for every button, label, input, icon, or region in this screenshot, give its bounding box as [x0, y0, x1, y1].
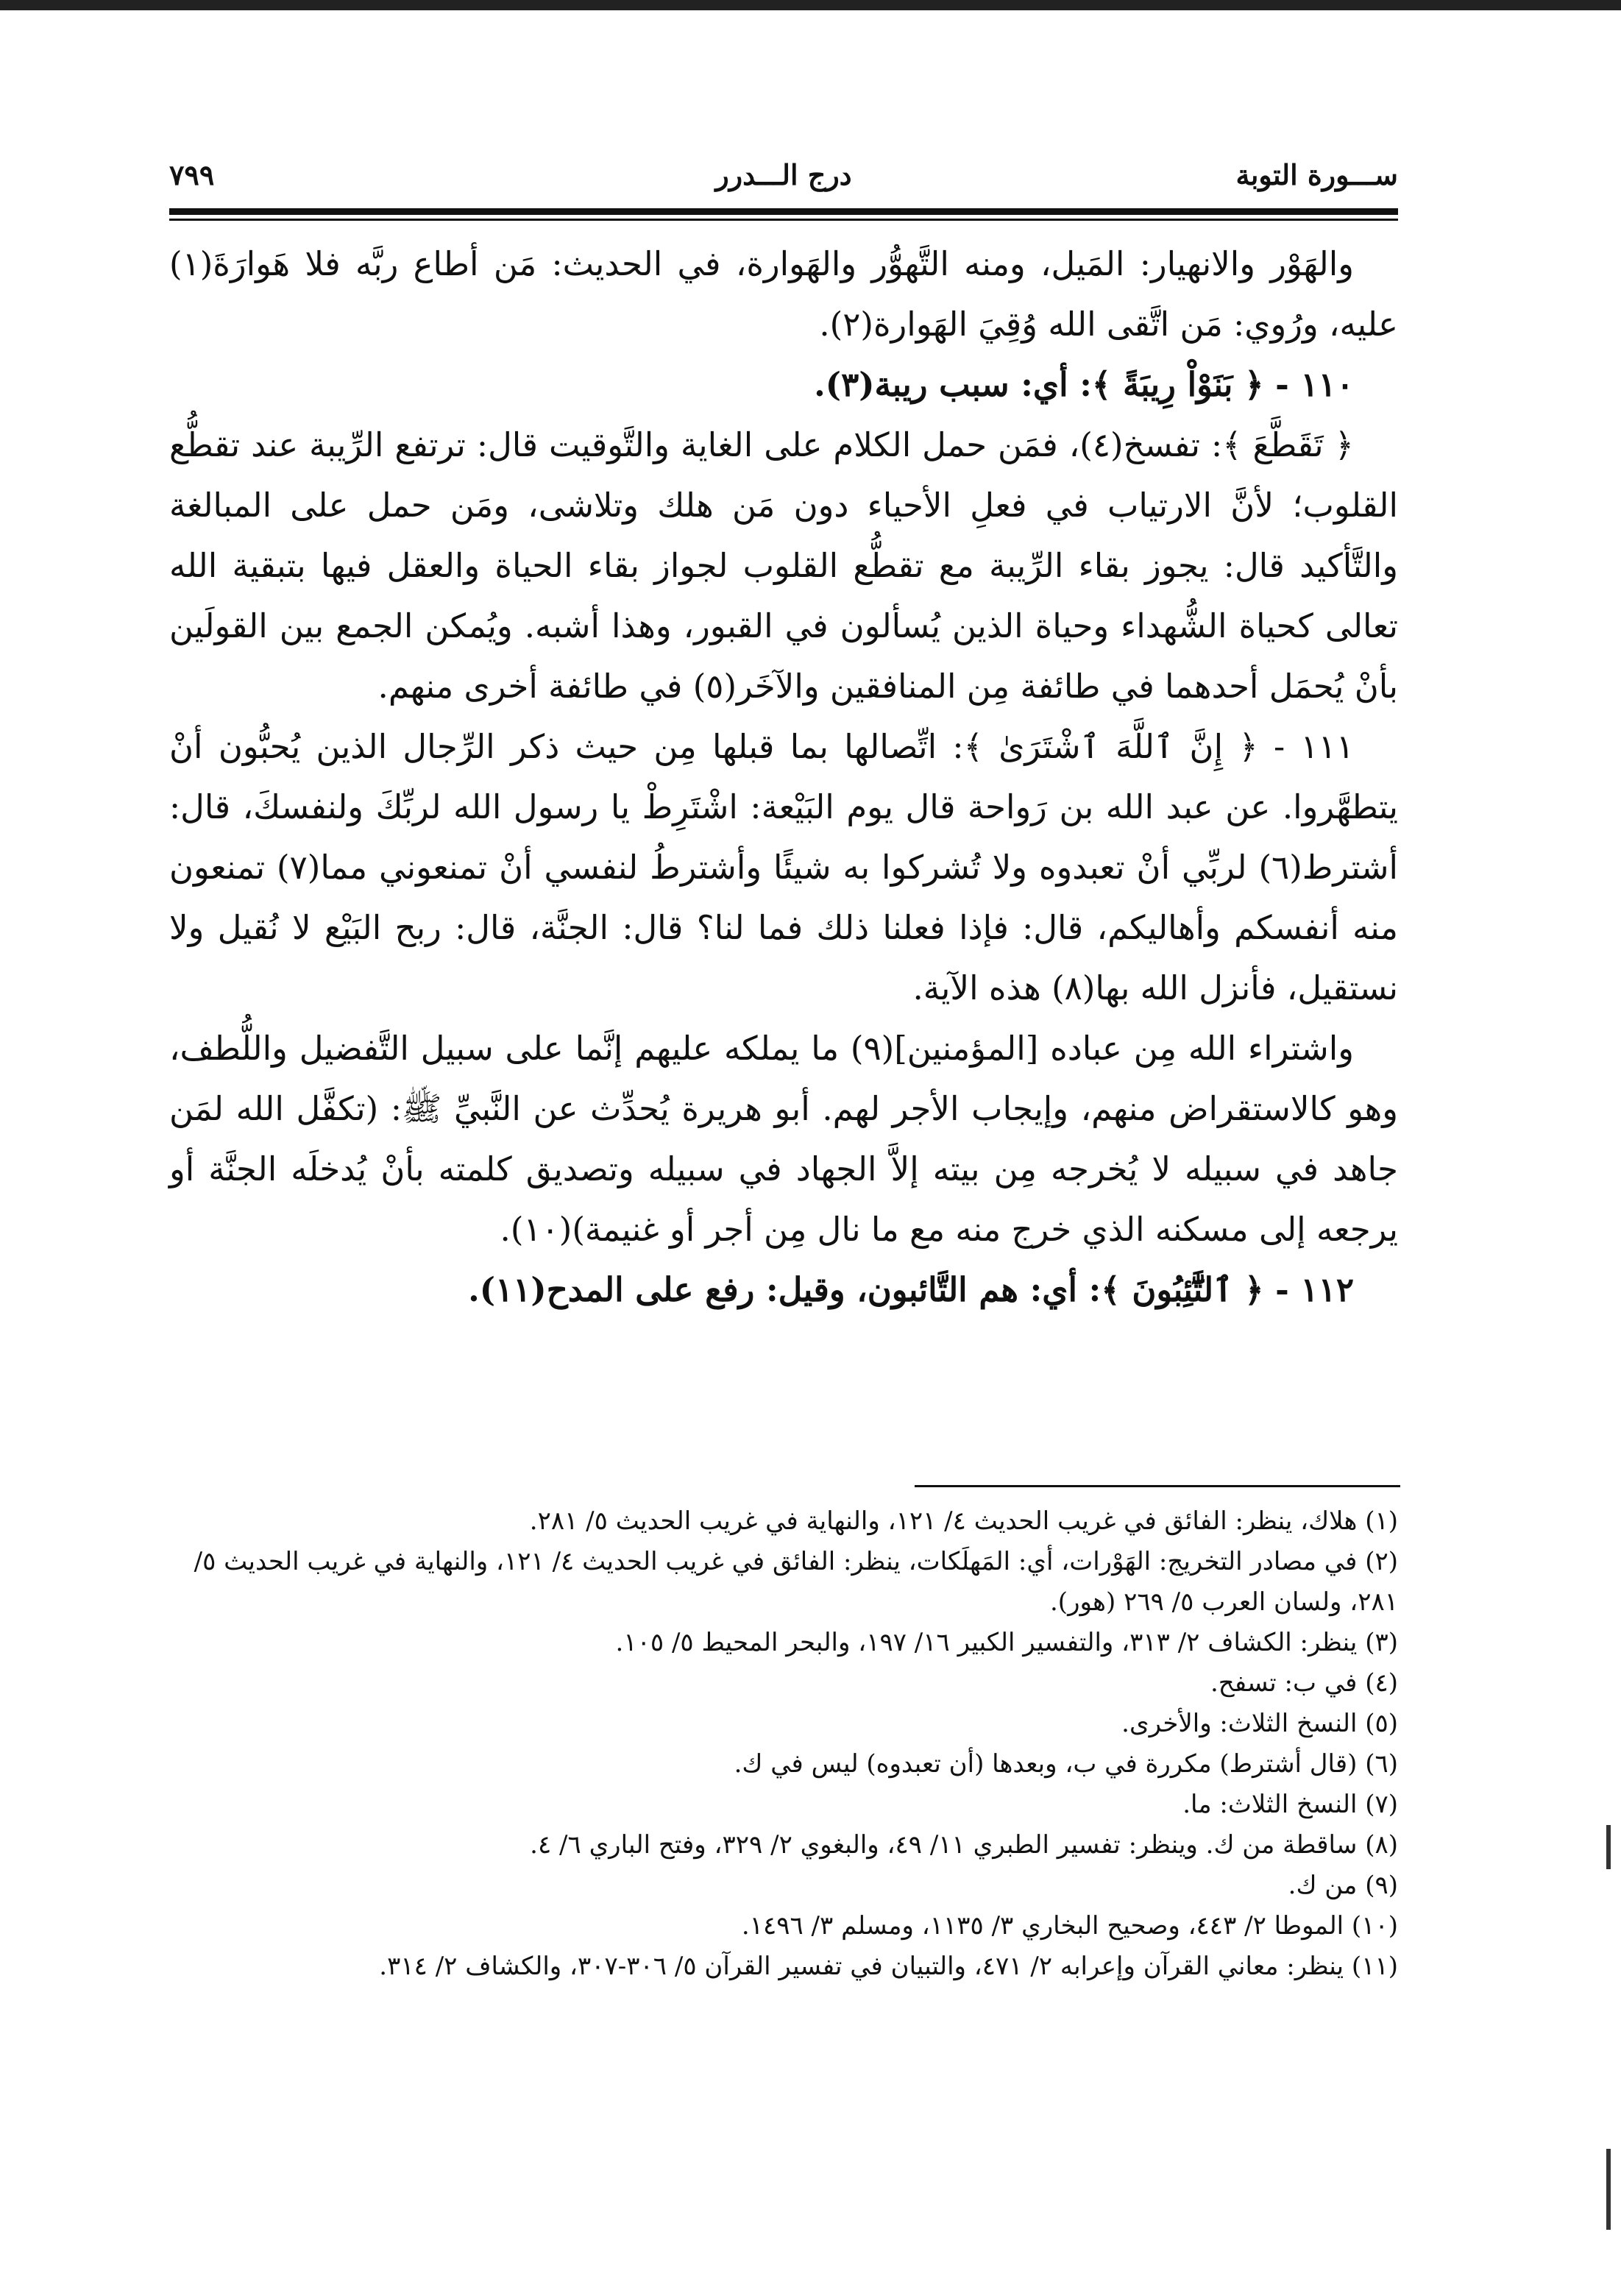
footnote: (٥) النسخ الثلاث: والأخرى.	[1121, 1709, 1398, 1738]
page-number: ٧٩٩	[169, 158, 215, 191]
footnote: (٨) ساقطة من ك. وينظر: تفسير الطبري ١١/ ٤٩، والبغوي ٢/ ٣٢٩، وفتح الباري ٦/ ٤.	[530, 1830, 1398, 1860]
paragraph: ١١١ - ﴿ إِنَّ ٱللَّهَ ٱشْتَرَىٰ ﴾: اتِّصالها بما قبلها مِن حيث ذكر الرِّجال الذين يُحبُّون أنْ يتطهَّروا. عن عبد الله بن رَواحة قال يوم البَيْعة: اشْتَرِطْ يا رسول الله لربِّكَ ولنفسكَ، قال: أشترط(٦) لربِّي أنْ تعبدوه ولا تُشركوا به شيئًا وأشترطُ لنفسي أنْ تمنعوني مما(٧) تمنعون منه أنفسكم وأهاليكم، قال: فإذا فعلنا ذلك فما لنا؟ قال: الجنَّة، قال: ربح البَيْع لا نُقيل ولا نستقيل، فأنزل الله بها(٨) هذه الآية.	[169, 727, 1399, 1007]
footnote: (١٠) الموطا ٢/ ٤٤٣، وصحيح البخاري ٣/ ١١٣٥، ومسلم ٣/ ١٤٩٦.	[741, 1911, 1398, 1941]
header-rule-thick	[169, 208, 1398, 215]
footnote: (٣) ينظر: الكشاف ٢/ ٣١٣، والتفسير الكبير ١٦/ ١٩٧، والبحر المحيط ٥/ ١٠٥.	[615, 1628, 1398, 1657]
footnote: (٩) من ك.	[1288, 1871, 1398, 1900]
scan-margin-mark	[1606, 1825, 1611, 1869]
footnote: (٢) في مصادر التخريج: الهَوْرات، أي: المَهلَكات، ينظر: الفائق في غريب الحديث ٤/ ١٢١، والنهاية في غريب الحديث ٥/ ٢٨١، ولسان العرب ٥/ ٢٦٩ (هور).	[194, 1547, 1398, 1617]
verse-heading: ١١٠ - ﴿ بَنَوْاْ رِيبَةً ﴾: أي: سبب ريبة(٣).	[814, 365, 1354, 404]
header-surah-title: ســـورة التوبة	[1235, 158, 1398, 191]
footnote: (١) هلاك، ينظر: الفائق في غريب الحديث ٤/ ١٢١، والنهاية في غريب الحديث ٥/ ٢٨١.	[529, 1506, 1398, 1536]
footnote: (١١) ينظر: معاني القرآن وإعرابه ٢/ ٤٧١، والتبيان في تفسير القرآن ٥/ ٣٠٦-٣٠٧، والكشاف ٢/ ٣١٤.	[379, 1952, 1398, 1981]
main-text	[169, 234, 1398, 1320]
scan-margin-mark	[1606, 2149, 1611, 2230]
paragraph: ﴿ تَقَطَّعَ ﴾: تفسخ(٤)، فمَن حمل الكلام على الغاية والتَّوقيت قال: ترتفع الرِّيبة عند تقطُّع القلوب؛ لأنَّ الارتياب في فعلِ الأحياء دون مَن هلك وتلاشى، ومَن حمل على المبالغة والتَّأكيد قال: يجوز بقاء الرِّيبة مع تقطُّع القلوب لجواز بقاء الحياة والعقل فيها بتبقية الله تعالى كحياة الشُّهداء وحياة الذين يُسألون في القبور، وهذا أشبه. ويُمكن الجمع بين القولَين بأنْ يُحمَل أحدهما في طائفة مِن المنافقين والآخَر(٥) في طائفة أخرى منهم.	[169, 425, 1398, 706]
footnote: (٤) في ب: تسفح.	[1210, 1668, 1398, 1698]
paragraph: واشتراء الله مِن عباده [المؤمنين](٩) ما يملكه عليهم إنَّما على سبيل التَّفضيل واللُّطف، وهو كالاستقراض منهم، وإيجاب الأجر لهم. أبو هريرة يُحدِّث عن النَّبيِّ ﷺ: (تكفَّل الله لمَن جاهد في سبيله لا يُخرجه مِن بيته إلاَّ الجهاد في سبيله وتصديق كلمته بأنْ يُدخلَه الجنَّة أو يرجعه إلى مسكنه الذي خرج منه مع ما نال مِن أجر أو غنيمة)(١٠).	[169, 1029, 1398, 1249]
verse-heading: ١١٢ - ﴿ ٱلتَّٰٓئِبُونَ ﴾: أي: هم التَّائبون، وقيل: رفع على المدح(١١).	[468, 1270, 1354, 1309]
running-header	[169, 151, 1398, 202]
paragraph: والهَوْر والانهيار: المَيل، ومنه التَّهوُّر والهَوارة، في الحديث: مَن أطاع ربَّه فلا هَوارَةَ(١) عليه، ورُوي: مَن اتَّقى الله وُقِيَ الهَوارة(٢).	[169, 244, 1398, 344]
footnote: (٦) (قال أشترط) مكررة في ب، وبعدها (أن تعبدوه) ليس في ك.	[734, 1749, 1398, 1779]
footnote: (٧) النسخ الثلاث: ما.	[1182, 1790, 1398, 1819]
footnote-separator	[915, 1485, 1400, 1487]
header-rule-thin	[169, 219, 1398, 221]
scan-top-edge	[0, 0, 1621, 10]
header-book-title: درج الـــدرر	[715, 158, 852, 191]
footnotes	[177, 1501, 1398, 1987]
